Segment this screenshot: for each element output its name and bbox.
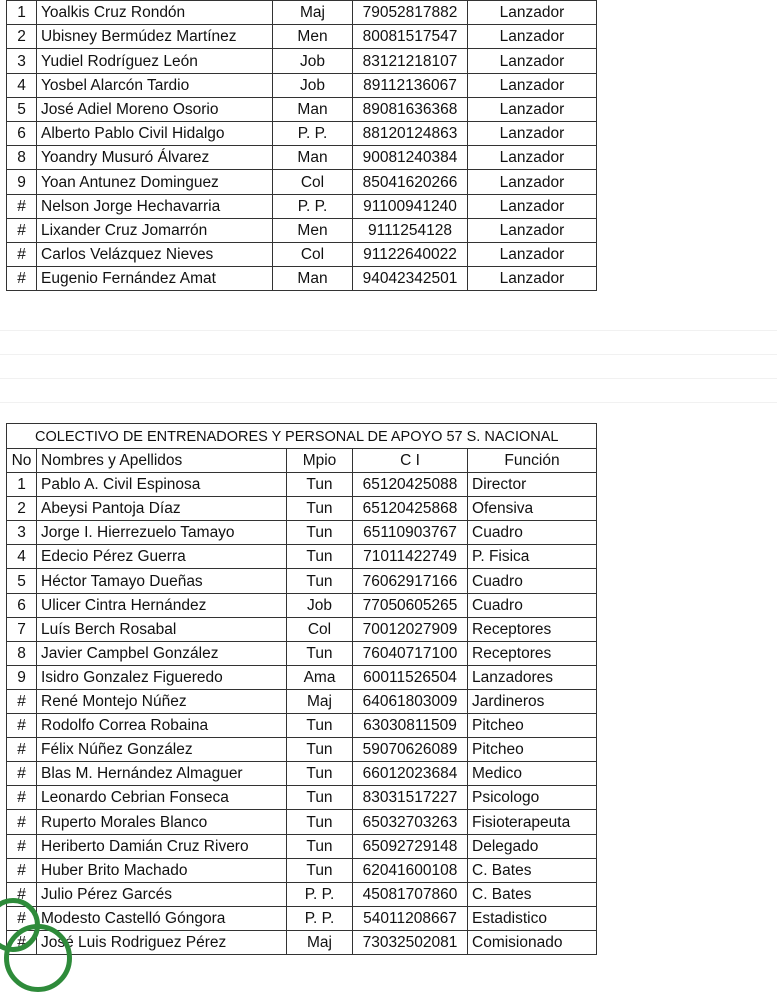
sheet-gridline (0, 402, 777, 403)
row-number-cell: 4 (7, 73, 37, 97)
table-row (7, 930, 597, 954)
municipality-cell: Job (273, 49, 353, 73)
municipality-cell: P. P. (287, 882, 353, 906)
municipality-cell: Man (273, 97, 353, 121)
header-function: Función (468, 449, 597, 473)
table-row (7, 834, 597, 858)
row-number-cell: 2 (7, 25, 37, 49)
row-number-cell: # (7, 218, 37, 242)
row-number-cell: # (7, 810, 37, 834)
identity-number-cell: 85041620266 (353, 170, 468, 194)
municipality-cell: Maj (273, 1, 353, 25)
person-name-cell: Heriberto Damián Cruz Rivero (37, 834, 287, 858)
row-number-cell: 7 (7, 617, 37, 641)
identity-number-cell: 65110903767 (353, 521, 468, 545)
role-cell: Fisioterapeuta (468, 810, 597, 834)
municipality-cell: Ama (287, 665, 353, 689)
identity-number-cell: 65120425868 (353, 497, 468, 521)
role-cell: Lanzador (468, 267, 597, 291)
role-cell: Medico (468, 762, 597, 786)
table-row (7, 738, 597, 762)
role-cell: Receptores (468, 641, 597, 665)
person-name-cell: Lixander Cruz Jomarrón (37, 218, 273, 242)
row-number-cell: # (7, 714, 37, 738)
staff-title-row (7, 424, 597, 449)
identity-number-cell: 65092729148 (353, 834, 468, 858)
identity-number-cell: 83121218107 (353, 49, 468, 73)
municipality-cell: Maj (287, 930, 353, 954)
table-row (7, 497, 597, 521)
table-row (7, 121, 597, 145)
row-number-cell: 9 (7, 665, 37, 689)
municipality-cell: Men (273, 218, 353, 242)
municipality-cell: P. P. (287, 906, 353, 930)
table-row (7, 218, 597, 242)
municipality-cell: P. P. (273, 194, 353, 218)
person-name-cell: Héctor Tamayo Dueñas (37, 569, 287, 593)
municipality-cell: Job (287, 593, 353, 617)
role-cell: Lanzador (468, 1, 597, 25)
person-name-cell: Abeysi Pantoja Díaz (37, 497, 287, 521)
person-name-cell: Leonardo Cebrian Fonseca (37, 786, 287, 810)
municipality-cell: Men (273, 25, 353, 49)
role-cell: Lanzador (468, 97, 597, 121)
identity-number-cell: 89081636368 (353, 97, 468, 121)
person-name-cell: Edecio Pérez Guerra (37, 545, 287, 569)
person-name-cell: Yosbel Alarcón Tardio (37, 73, 273, 97)
row-number-cell: # (7, 738, 37, 762)
staff-table (6, 423, 597, 955)
identity-number-cell: 91122640022 (353, 242, 468, 266)
table-row (7, 25, 597, 49)
table-row (7, 521, 597, 545)
row-number-cell: 6 (7, 593, 37, 617)
person-name-cell: Huber Brito Machado (37, 858, 287, 882)
person-name-cell: Luís Berch Rosabal (37, 617, 287, 641)
row-number-cell: # (7, 906, 37, 930)
municipality-cell: Maj (287, 689, 353, 713)
person-name-cell: Rodolfo Correa Robaina (37, 714, 287, 738)
role-cell: Receptores (468, 617, 597, 641)
row-number-cell: 5 (7, 569, 37, 593)
table-row (7, 641, 597, 665)
table-row (7, 569, 597, 593)
person-name-cell: Modesto Castelló Góngora (37, 906, 287, 930)
person-name-cell: Yoandry Musuró Álvarez (37, 146, 273, 170)
identity-number-cell: 79052817882 (353, 1, 468, 25)
identity-number-cell: 94042342501 (353, 267, 468, 291)
municipality-cell: Col (273, 170, 353, 194)
municipality-cell: Tun (287, 738, 353, 762)
person-name-cell: Alberto Pablo Civil Hidalgo (37, 121, 273, 145)
table-row (7, 97, 597, 121)
table-row (7, 242, 597, 266)
row-number-cell: # (7, 194, 37, 218)
row-number-cell: # (7, 242, 37, 266)
person-name-cell: Jorge I. Hierrezuelo Tamayo (37, 521, 287, 545)
table-row (7, 194, 597, 218)
role-cell: Director (468, 473, 597, 497)
role-cell: Cuadro (468, 569, 597, 593)
identity-number-cell: 45081707860 (353, 882, 468, 906)
staff-table-body (7, 424, 597, 955)
role-cell: Delegado (468, 834, 597, 858)
person-name-cell: Carlos Velázquez Nieves (37, 242, 273, 266)
municipality-cell: Tun (287, 497, 353, 521)
municipality-cell: Tun (287, 641, 353, 665)
role-cell: C. Bates (468, 858, 597, 882)
table-row (7, 617, 597, 641)
person-name-cell: Blas M. Hernández Almaguer (37, 762, 287, 786)
role-cell: Pitcheo (468, 738, 597, 762)
role-cell: Psicologo (468, 786, 597, 810)
identity-number-cell: 54011208667 (353, 906, 468, 930)
role-cell: Lanzador (468, 218, 597, 242)
table-row (7, 762, 597, 786)
row-number-cell: # (7, 834, 37, 858)
person-name-cell: Yoan Antunez Dominguez (37, 170, 273, 194)
municipality-cell: Tun (287, 521, 353, 545)
pitchers-table (6, 0, 597, 291)
identity-number-cell: 64061803009 (353, 689, 468, 713)
role-cell: Lanzadores (468, 665, 597, 689)
person-name-cell: Nelson Jorge Hechavarria (37, 194, 273, 218)
table-row (7, 146, 597, 170)
person-name-cell: Ruperto Morales Blanco (37, 810, 287, 834)
sheet-gridline (0, 378, 777, 379)
role-cell: Lanzador (468, 25, 597, 49)
person-name-cell: Isidro Gonzalez Figueredo (37, 665, 287, 689)
role-cell: Jardineros (468, 689, 597, 713)
municipality-cell: Tun (287, 810, 353, 834)
table-row (7, 1, 597, 25)
identity-number-cell: 71011422749 (353, 545, 468, 569)
person-name-cell: Yoalkis Cruz Rondón (37, 1, 273, 25)
municipality-cell: Job (273, 73, 353, 97)
header-municipality: Mpio (287, 449, 353, 473)
role-cell: P. Fisica (468, 545, 597, 569)
row-number-cell: 8 (7, 641, 37, 665)
identity-number-cell: 80081517547 (353, 25, 468, 49)
person-name-cell: Julio Pérez Garcés (37, 882, 287, 906)
table-row (7, 858, 597, 882)
identity-number-cell: 66012023684 (353, 762, 468, 786)
identity-number-cell: 73032502081 (353, 930, 468, 954)
role-cell: Lanzador (468, 121, 597, 145)
municipality-cell: Tun (287, 473, 353, 497)
person-name-cell: Eugenio Fernández Amat (37, 267, 273, 291)
row-number-cell: 8 (7, 146, 37, 170)
role-cell: Lanzador (468, 146, 597, 170)
row-number-cell: # (7, 786, 37, 810)
municipality-cell: Tun (287, 858, 353, 882)
row-number-cell: # (7, 882, 37, 906)
person-name-cell: Ulicer Cintra Hernández (37, 593, 287, 617)
row-number-cell: 1 (7, 1, 37, 25)
row-number-cell: 3 (7, 49, 37, 73)
role-cell: Lanzador (468, 170, 597, 194)
identity-number-cell: 89112136067 (353, 73, 468, 97)
table-row (7, 545, 597, 569)
identity-number-cell: 91100941240 (353, 194, 468, 218)
pitchers-table-body (7, 0, 597, 291)
identity-number-cell: 77050605265 (353, 593, 468, 617)
table-row (7, 49, 597, 73)
municipality-cell: Tun (287, 786, 353, 810)
municipality-cell: Tun (287, 834, 353, 858)
person-name-cell: Javier Campbel González (37, 641, 287, 665)
municipality-cell: Tun (287, 714, 353, 738)
municipality-cell: Col (287, 617, 353, 641)
row-number-cell: 3 (7, 521, 37, 545)
role-cell: Lanzador (468, 73, 597, 97)
row-number-cell: # (7, 762, 37, 786)
municipality-cell: Tun (287, 762, 353, 786)
row-number-cell: 9 (7, 170, 37, 194)
table-row (7, 882, 597, 906)
table-row (7, 473, 597, 497)
table-row (7, 170, 597, 194)
identity-number-cell: 59070626089 (353, 738, 468, 762)
staff-table-title: COLECTIVO DE ENTRENADORES Y PERSONAL DE APOYO 57 S. NACIONAL (7, 424, 597, 449)
table-row (7, 810, 597, 834)
header-ci: C I (353, 449, 468, 473)
municipality-cell: Man (273, 146, 353, 170)
table-row (7, 665, 597, 689)
table-row (7, 593, 597, 617)
identity-number-cell: 65120425088 (353, 473, 468, 497)
sheet-gridline (0, 330, 777, 331)
row-number-cell: 5 (7, 97, 37, 121)
staff-header-row (7, 449, 597, 473)
municipality-cell: Col (273, 242, 353, 266)
row-number-cell: # (7, 930, 37, 954)
person-name-cell: Ubisney Bermúdez Martínez (37, 25, 273, 49)
person-name-cell: Pablo A. Civil Espinosa (37, 473, 287, 497)
identity-number-cell: 83031517227 (353, 786, 468, 810)
role-cell: Cuadro (468, 521, 597, 545)
row-number-cell: # (7, 689, 37, 713)
role-cell: Lanzador (468, 194, 597, 218)
table-row (7, 689, 597, 713)
identity-number-cell: 76062917166 (353, 569, 468, 593)
municipality-cell: Tun (287, 545, 353, 569)
person-name-cell: René Montejo Núñez (37, 689, 287, 713)
identity-number-cell: 63030811509 (353, 714, 468, 738)
row-number-cell: 2 (7, 497, 37, 521)
header-no: No (7, 449, 37, 473)
identity-number-cell: 60011526504 (353, 665, 468, 689)
row-number-cell: # (7, 858, 37, 882)
person-name-cell: José Adiel Moreno Osorio (37, 97, 273, 121)
identity-number-cell: 76040717100 (353, 641, 468, 665)
role-cell: Lanzador (468, 242, 597, 266)
role-cell: Lanzador (468, 49, 597, 73)
municipality-cell: P. P. (273, 121, 353, 145)
table-row (7, 267, 597, 291)
row-number-cell: 4 (7, 545, 37, 569)
role-cell: Comisionado (468, 930, 597, 954)
role-cell: Ofensiva (468, 497, 597, 521)
identity-number-cell: 65032703263 (353, 810, 468, 834)
sheet-gridline (0, 354, 777, 355)
person-name-cell: Félix Núñez González (37, 738, 287, 762)
logo-ring-icon (4, 924, 72, 992)
municipality-cell: Man (273, 267, 353, 291)
row-number-cell: # (7, 267, 37, 291)
role-cell: Pitcheo (468, 714, 597, 738)
header-name: Nombres y Apellidos (37, 449, 287, 473)
table-row (7, 714, 597, 738)
table-row (7, 906, 597, 930)
role-cell: Cuadro (468, 593, 597, 617)
municipality-cell: Tun (287, 569, 353, 593)
role-cell: Estadistico (468, 906, 597, 930)
role-cell: C. Bates (468, 882, 597, 906)
identity-number-cell: 9111254128 (353, 218, 468, 242)
identity-number-cell: 62041600108 (353, 858, 468, 882)
row-number-cell: 1 (7, 473, 37, 497)
identity-number-cell: 90081240384 (353, 146, 468, 170)
row-number-cell: 6 (7, 121, 37, 145)
identity-number-cell: 70012027909 (353, 617, 468, 641)
identity-number-cell: 88120124863 (353, 121, 468, 145)
person-name-cell: José Luis Rodriguez Pérez (37, 930, 287, 954)
person-name-cell: Yudiel Rodríguez León (37, 49, 273, 73)
table-row (7, 786, 597, 810)
table-row (7, 73, 597, 97)
